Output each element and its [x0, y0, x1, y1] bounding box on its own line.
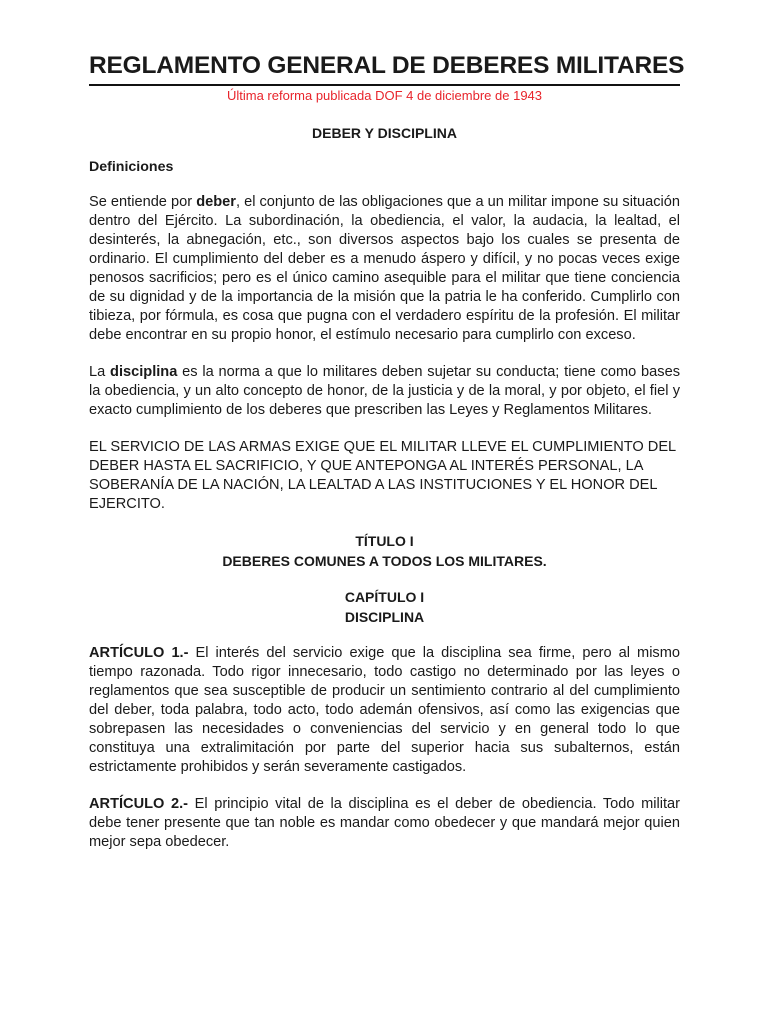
capitulo-label: CAPÍTULO I: [344, 589, 425, 605]
titulo-name: DEBERES COMUNES A TODOS LOS MILITARES.: [222, 553, 547, 569]
section-title: DEBER Y DISCIPLINA: [312, 125, 457, 141]
document-subtitle: Última reforma publicada DOF 4 de diciembre de 1943: [226, 88, 543, 103]
paragraph-disciplina: [89, 363, 680, 420]
paragraph-disciplina-body: es la norma a que lo militares deben sujetar su conducta; tiene como bases la obediencia, y un alto concepto de honor, de la justicia y de la moral, y por objeto, el fiel y exacto cumplimiento de los deberes que prescriben las Leyes y Reglamentos Militares.: [89, 364, 680, 418]
definitions-heading: Definiciones: [89, 159, 174, 175]
articulo-1: [89, 644, 680, 777]
document-page: [89, 52, 685, 852]
articulo-2: [89, 795, 680, 852]
titulo-label: TÍTULO I: [355, 533, 414, 549]
document-title: REGLAMENTO GENERAL DE DEBERES MILITARES: [89, 52, 680, 86]
paragraph-deber: [89, 193, 680, 345]
articulo-2-label: ARTÍCULO 2.-: [89, 796, 189, 812]
articulo-1-label: ARTÍCULO 1.-: [89, 645, 189, 661]
paragraph-uppercase: EL SERVICIO DE LAS ARMAS EXIGE QUE EL MILITAR LLEVE EL CUMPLIMIENTO DEL DEBER HASTA EL SACRIFICIO, Y QUE ANTEPONGA AL INTERÉS PERSONAL, LA SOBERANÍA DE LA NACIÓN, LA LEALTAD A LAS INSTITUCIONES Y EL HONOR DEL EJERCITO.: [89, 439, 676, 512]
paragraph-deber-body: , el conjunto de las obligaciones que a un militar impone su situación dentro del Ejército. La subordinación, la obediencia, el valor, la audacia, la lealtad, el desinterés, la abnegación, etc., son diversos aspectos bajo los cuales se presenta de ordinario. El cumplimiento del deber es a menudo áspero y difícil, y no pocas veces exige penosos sacrificios; pero es el único camino asequible para el militar que tiene conciencia de su dignidad y de la importancia de la misión que la patria le ha conferido. Cumplirlo con tibieza, por fórmula, es cosa que pugna con el verdadero espíritu de la profesión. El militar debe encontrar en su propio honor, el estímulo necesario para cumplirlo con exceso.: [89, 194, 680, 343]
paragraph-disciplina-intro: La: [89, 364, 111, 380]
term-disciplina: disciplina: [110, 364, 178, 380]
articulo-2-text: El principio vital de la disciplina es el deber de obediencia. Todo militar debe tener presente que tan noble es mandar como obedecer y que mandará mejor quien mejor sepa obedecer.: [89, 796, 680, 850]
capitulo-name: DISCIPLINA: [344, 609, 425, 625]
paragraph-deber-intro: Se entiende por: [89, 194, 197, 210]
term-deber: deber: [196, 194, 236, 210]
articulo-1-text: El interés del servicio exige que la disciplina sea firme, pero al mismo tiempo razonada. Todo rigor innecesario, todo castigo no determinado por las leyes o reglamentos que sea susceptible de producir un sentimiento contrario al del cumplimiento del deber, toda palabra, todo acto, todo ademán ofensivos, así como las exigencias que sobrepasen las necesidades o conveniencias del servicio y en general todo lo que constituya una extralimitación por parte del superior hacia sus subalternos, están estrictamente prohibidos y serán severamente castigados.: [89, 645, 681, 775]
